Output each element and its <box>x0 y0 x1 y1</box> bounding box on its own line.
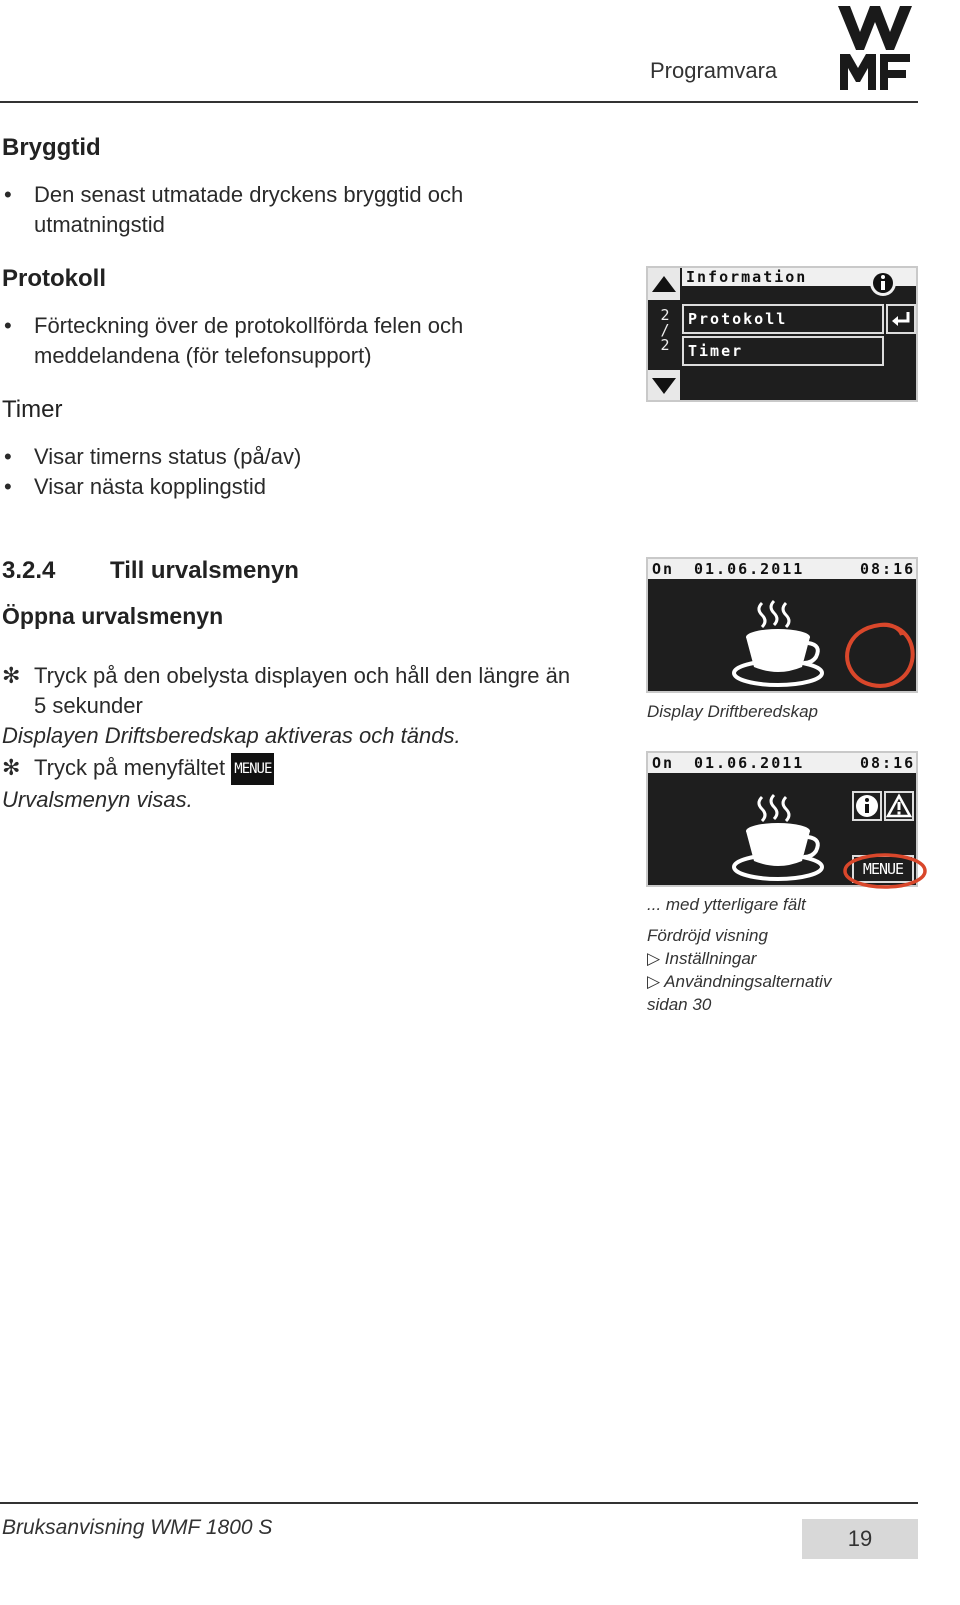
arrow-up-icon <box>648 268 680 300</box>
wmf-logo <box>836 4 914 92</box>
caption-line: Fördröjd visning <box>647 926 768 945</box>
status-date: 01.06.2011 <box>694 754 805 772</box>
step-marker: ✻ <box>2 663 21 688</box>
page-number-box <box>802 1519 918 1559</box>
page-number: 19 <box>847 1526 873 1551</box>
display2-caption <box>647 893 831 1016</box>
page-indicator <box>656 308 674 353</box>
list-item: • Visar nästa kopplingstid <box>2 472 602 502</box>
warning-button[interactable] <box>884 791 914 821</box>
status-time: 08:16 <box>860 754 916 772</box>
standby-display[interactable] <box>646 557 918 693</box>
status-bar <box>648 753 916 773</box>
coffee-cup-icon <box>732 791 832 883</box>
info-button[interactable] <box>852 791 882 821</box>
page-section-title: Programvara <box>650 58 778 83</box>
information-display <box>646 266 918 402</box>
status-date: 01.06.2011 <box>694 560 805 578</box>
list-item-text: Den senast utmatade dryckens bryggtid och <box>34 182 464 207</box>
menu-item-timer[interactable]: Timer <box>682 336 884 366</box>
status-on: On <box>652 560 675 578</box>
instruction-step <box>2 753 622 785</box>
enter-icon <box>888 306 914 332</box>
page-total: 2 <box>660 336 670 354</box>
caption-line-link: ▷ Användningsalternativ <box>647 972 832 991</box>
heading-bryggtid: Bryggtid <box>2 134 101 161</box>
section-title: Till urvalsmenyn <box>110 557 299 584</box>
display1-caption: Display Driftberedskap <box>647 702 819 721</box>
page-current: 2 <box>660 306 670 324</box>
header-rule <box>0 101 918 103</box>
step-result: Urvalsmenyn visas. <box>2 787 193 812</box>
touch-highlight-circle <box>840 617 920 695</box>
menu-highlight-ellipse <box>842 850 928 892</box>
step-marker: ✻ <box>2 755 21 780</box>
footer-rule <box>0 1502 918 1504</box>
info-title: Information <box>682 268 916 286</box>
step-text: Tryck på menyfältet <box>34 755 226 780</box>
arrow-down-icon <box>648 370 680 400</box>
list-item: • Visar timerns status (på/av) <box>2 442 602 472</box>
warning-icon <box>886 793 912 819</box>
list-item <box>2 180 602 240</box>
list-item-text: utmatningstid <box>34 212 165 237</box>
instruction-step <box>2 661 622 721</box>
menu-inline-icon: MENUE <box>231 753 274 785</box>
step-result: Displayen Driftsberedskap aktiveras och tänds. <box>2 723 461 748</box>
list-item <box>2 311 602 371</box>
status-bar <box>648 559 916 579</box>
status-on: On <box>652 754 675 772</box>
timer-list <box>2 442 602 502</box>
protokoll-list <box>2 311 602 371</box>
heading-protokoll: Protokoll <box>2 265 107 292</box>
caption-line: sidan 30 <box>647 995 712 1014</box>
enter-button[interactable] <box>886 304 916 334</box>
instruction-block <box>2 661 622 815</box>
scroll-up-button[interactable] <box>648 268 680 300</box>
status-time: 08:16 <box>860 560 916 578</box>
caption-line: ... med ytterligare fält <box>647 895 806 914</box>
menu-button[interactable]: MENUE <box>852 855 914 883</box>
step-text: 5 sekunder <box>34 693 143 718</box>
footer-document-title: Bruksanvisning WMF 1800 S <box>2 1516 273 1539</box>
menu-item-protokoll[interactable]: Protokoll <box>682 304 884 334</box>
info-icon <box>854 793 880 819</box>
list-item-text: meddelandena (för telefonsupport) <box>34 343 372 368</box>
step-text: Tryck på den obelysta displayen och håll den längre än <box>34 663 571 688</box>
coffee-cup-icon <box>732 597 832 689</box>
scroll-down-button[interactable] <box>648 370 680 400</box>
info-icon <box>870 270 896 296</box>
bryggtid-list <box>2 180 602 240</box>
section-number: 3.2.4 <box>2 557 56 584</box>
page-separator: / <box>660 321 670 339</box>
section-subheading: Öppna urvalsmenyn <box>2 603 224 629</box>
caption-line-link: ▷ Inställningar <box>647 949 757 968</box>
heading-timer: Timer <box>2 396 63 423</box>
list-item-text: Förteckning över de protokollförda felen och <box>34 313 464 338</box>
